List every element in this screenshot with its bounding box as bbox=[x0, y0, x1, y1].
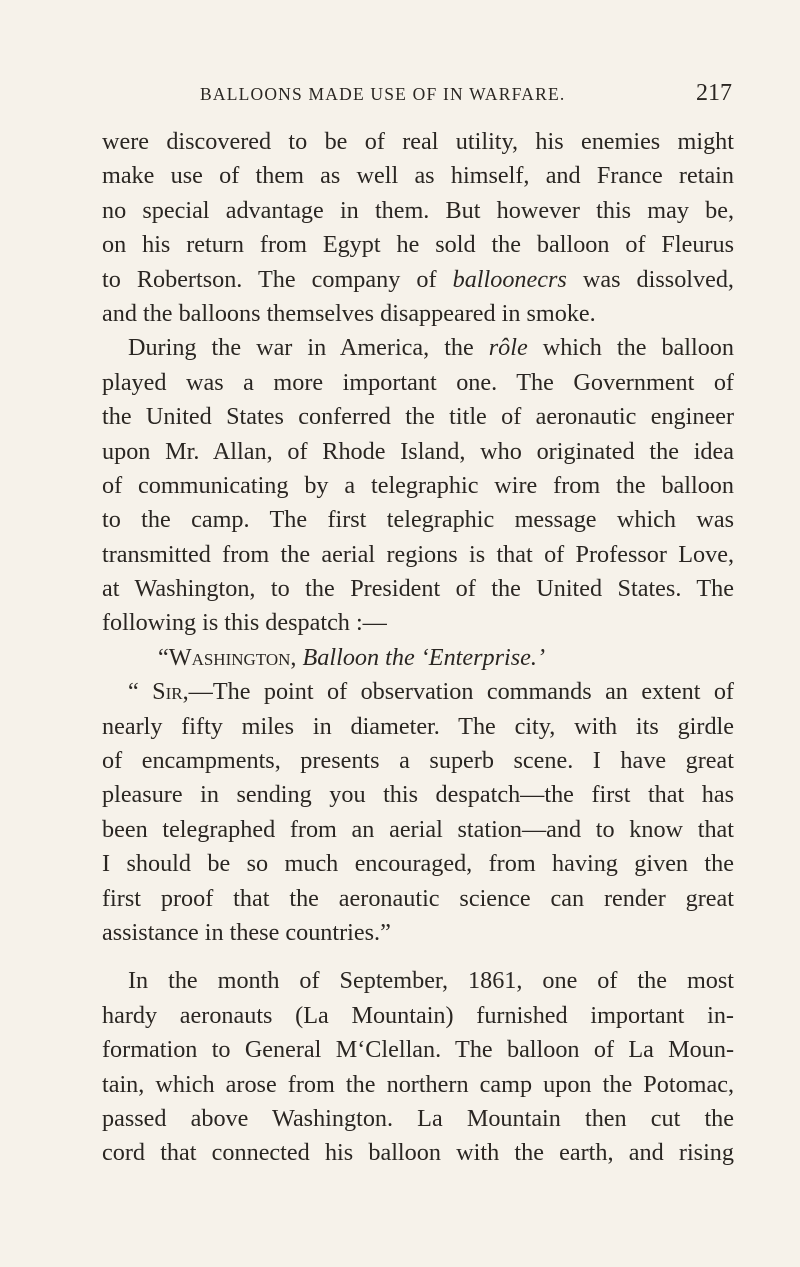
running-title: BALLOONS MADE USE OF IN WARFARE. bbox=[200, 84, 566, 104]
text-line: to the camp. The first telegraphic message which was bbox=[102, 506, 734, 534]
dateline bbox=[102, 641, 734, 675]
text-run: was dissolved, bbox=[566, 265, 734, 293]
body-text bbox=[102, 125, 734, 1171]
text-line: following is this despatch :— bbox=[102, 609, 387, 637]
page-number: 217 bbox=[696, 80, 732, 106]
text-line: on his return from Egypt he sold the balloon of Fleurus bbox=[102, 231, 734, 259]
text-line: the United States conferred the title of aeronautic engineer bbox=[102, 403, 734, 431]
text-run: —The point of observation commands an extent of bbox=[188, 678, 734, 706]
salutation: “ Sir, bbox=[128, 678, 189, 706]
paragraph-gap bbox=[102, 950, 734, 964]
text-line: of communicating by a telegraphic wire from the balloon bbox=[102, 471, 734, 499]
text-line: assistance in these countries.” bbox=[102, 918, 391, 946]
text-line: been telegraphed from an aerial station—and to know that bbox=[102, 815, 734, 843]
text-line: cord that connected his balloon with the earth, and rising bbox=[102, 1139, 734, 1167]
text-line: pleasure in sending you this despatch—the first that has bbox=[102, 781, 734, 809]
text-line: I should be so much encouraged, from having given the bbox=[102, 850, 734, 878]
text-line bbox=[102, 675, 734, 709]
text-line: of encampments, presents a superb scene. I have great bbox=[102, 747, 734, 775]
text-run: During the war in America, the bbox=[128, 334, 489, 362]
text-line: played was a more important one. The Government of bbox=[102, 368, 734, 396]
text-line: formation to General M‘Clellan. The balloon of La Moun- bbox=[102, 1036, 734, 1064]
text-line: no special advantage in them. But however this may be, bbox=[102, 196, 734, 224]
text-line: hardy aeronauts (La Mountain) furnished important in- bbox=[102, 1001, 734, 1029]
text-line: tain, which arose from the northern camp upon the Potomac, bbox=[102, 1070, 734, 1098]
text-line: make use of them as well as himself, and France retain bbox=[102, 162, 734, 190]
text-run: to Robertson. The company of bbox=[102, 265, 453, 293]
text-run: which the balloon bbox=[527, 334, 734, 362]
dateline-place: “Washington, bbox=[158, 643, 303, 671]
text-line: nearly fifty miles in diameter. The city, with its girdle bbox=[102, 712, 734, 740]
text-line: passed above Washington. La Mountain then cut the bbox=[102, 1104, 734, 1132]
text-line: were discovered to be of real utility, his enemies might bbox=[102, 128, 734, 155]
text-line bbox=[102, 331, 734, 365]
italic-term: rôle bbox=[488, 334, 528, 362]
text-line bbox=[102, 263, 734, 297]
dateline-vessel: Balloon the ‘Enterprise.’ bbox=[302, 643, 546, 671]
text-line: at Washington, to the President of the United States. The bbox=[102, 575, 734, 603]
text-line: transmitted from the aerial regions is that of Professor Love, bbox=[102, 540, 734, 568]
text-line: In the month of September, 1861, one of the most bbox=[128, 967, 734, 995]
italic-term: balloonecrs bbox=[452, 265, 567, 293]
text-line: first proof that the aeronautic science can render great bbox=[102, 884, 734, 912]
text-line: upon Mr. Allan, of Rhode Island, who originated the idea bbox=[102, 437, 734, 465]
text-line: and the balloons themselves disappeared in smoke. bbox=[102, 299, 596, 327]
page-header bbox=[200, 80, 740, 114]
